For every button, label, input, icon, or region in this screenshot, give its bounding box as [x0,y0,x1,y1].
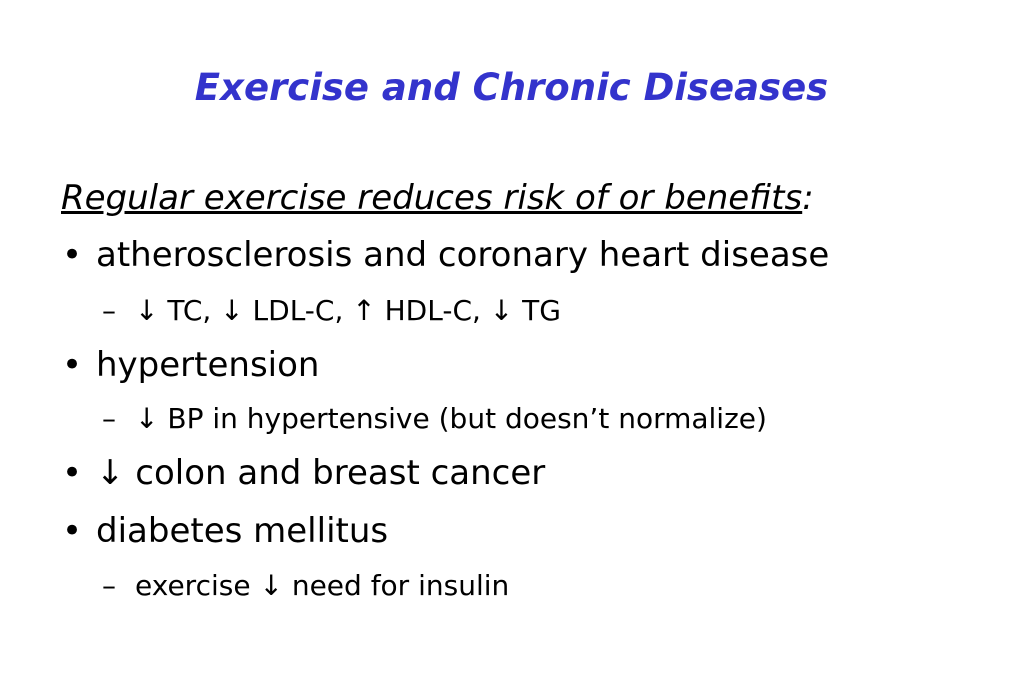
bullet-dot-icon: • [62,235,83,275]
dash-icon: – [102,294,116,327]
sub-text: ↓ TC, ↓ LDL-C, ↑ HDL-C, ↓ TG [135,294,561,327]
dash-icon: – [102,402,116,435]
bullet-text: diabetes mellitus [96,511,389,551]
slide-title: Exercise and Chronic Diseases [194,66,829,109]
sub-text: exercise ↓ need for insulin [135,569,510,602]
intro-text: Regular exercise reduces risk of or benefits [61,178,803,218]
intro-colon: : [802,178,814,218]
bullet-item-diabetes [62,509,388,553]
bullet-item-hypertension [62,343,319,387]
bullet-text: hypertension [96,345,320,385]
sub-item-blood-pressure [102,397,767,441]
sub-item-insulin [102,564,509,608]
bullet-text: atherosclerosis and coronary heart disease [96,235,830,275]
bullet-dot-icon: • [62,453,83,493]
bullet-item-atherosclerosis [62,233,829,277]
dash-icon: – [102,569,116,602]
sub-item-lipids [102,289,561,333]
bullet-dot-icon: • [62,511,83,551]
sub-text: ↓ BP in hypertensive (but doesn’t normalize) [135,402,767,435]
bullet-text: ↓ colon and breast cancer [96,453,546,493]
intro-line [61,176,814,220]
bullet-item-cancer [62,451,545,495]
bullet-dot-icon: • [62,345,83,385]
